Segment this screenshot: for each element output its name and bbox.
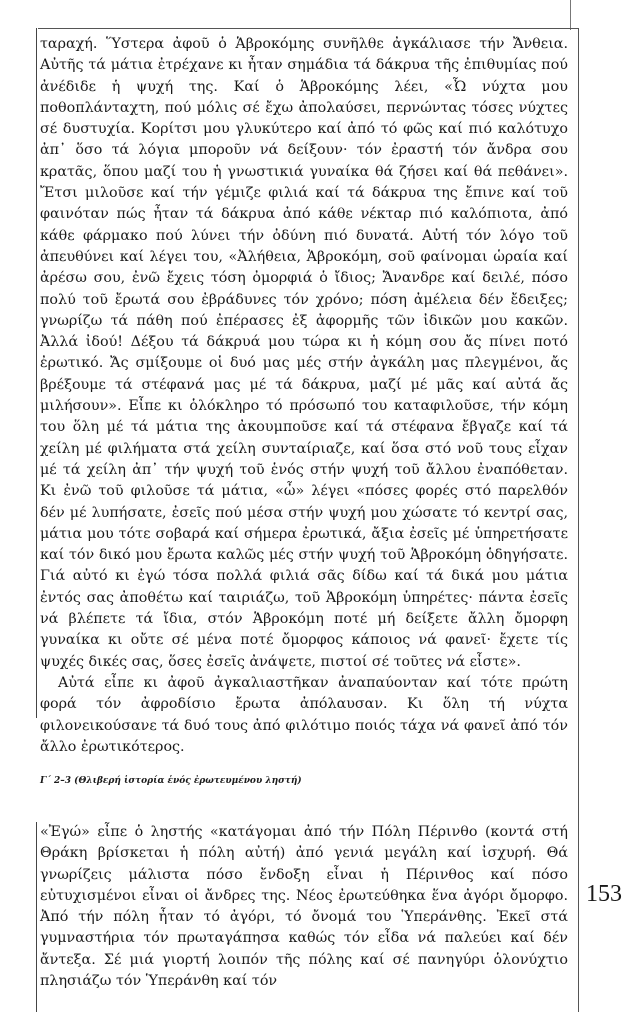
paragraph: «Ἐγώ» εἶπε ὁ ληστής «κατάγομαι ἀπό τήν Πόλη Πέρινθο (κοντά στή Θράκη βρίσκεται ἡ πόλη αὐτή) ἀπό γενιά μεγάλη καί ἰσχυρή. Θά γνωρίζεις μάλιστα πόσο ἔνδοξη εἶναι ἡ Πέρινθος καί πόσο εὐτυχισμένοι εἶναι οἱ ἄνδρες της. Νέος ἐρωτεύθηκα ἕνα ἀγόρι ὄμορφο. Ἀπό τήν πόλη ἦταν τό ἀγόρι, τό ὄνομά του Ὑπεράνθης. Ἐκεῖ στά γυμναστήρια τόν πρωταγάπησα καθώς τόν εἶδα νά παλεύει καί δέν ἄντεξα. Σέ μιά γιορτή λοιπόν τῆς πόλης καί σέ πανηγύρι ὁλονύχτιο πλησιάζω τόν Ὑπεράνθη καί τόν <box>40 824 568 990</box>
main-text-block <box>40 34 568 758</box>
left-margin-rule-lower <box>36 822 37 1012</box>
top-rule <box>38 28 578 29</box>
right-margin-rule <box>578 28 579 1012</box>
left-margin-rule <box>36 28 37 718</box>
paragraph: Αὐτά εἶπε κι ἀφοῦ ἀγκαλιαστῆκαν ἀναπαύονταν καί τότε πρώτη φορά τόν ἀφροδίσιο ἔρωτα ἀπόλαυσαν. Κι ὅλη τή νύχτα φιλονεικούσανε τά δυό τους ἀπό φιλότιμο ποιός τάχα νά φανεῖ ἀπό τόν ἄλλο ἐρωτικότερος. <box>40 674 568 755</box>
top-right-tick-rule <box>570 0 571 30</box>
section-text-block <box>40 822 568 992</box>
section-heading: Γ΄ 2–3 (Θλιβερή ἱστορία ἑνός ἐρωτευμένου ληστή) <box>40 776 302 786</box>
paragraph: ταραχή. Ὕστερα ἀφοῦ ὁ Ἁβροκόμης συνῆλθε ἀγκάλιασε τήν Ἄνθεια. Αὐτῆς τά μάτια ἐτρέχανε κι ἦταν σημάδια τά δάκρυα τῆς ἐπιθυμίας πού ἀνέδιδε ἡ ψυχή της. Καί ὁ Ἁβροκόμης λέει, «Ὦ νύχτα μου ποθοπλάνταχτη, πού μόλις σέ ἔχω ἀπολαύσει, περνώντας τόσες νύχτες σέ δυστυχία. Κορίτσι μου γλυκύτερο καί ἀπό τό φῶς καί πιό καλότυχο ἀπ᾿ ὅσο τά λόγια μποροῦν νά δείξουν· τόν ἐραστή τόν ἄνδρα σου κρατᾶς, ὅπου μαζί του ἡ γνωστικιά γυναίκα θά ζήσει καί θά πεθάνει». Ἔτσι μιλοῦσε καί τήν γέμιζε φιλιά καί τά δάκρυα της ἔπινε καί τοῦ φαινόταν πώς ἦταν τά δάκρυα ἀπό κάθε νέκταρ πιό καλόπιοτα, ἀπό κάθε φάρμακο πού λύνει τήν ὀδύνη πιό δυνατά. Αὐτή τόν λόγο τοῦ ἀπευθύνει καί λέγει του, «Ἀλήθεια, Ἁβροκόμη, σοῦ φαίνομαι ὡραία καί ἀρέσω σου, ἐνῶ ἔχεις τόση ὀμορφιά ὁ ἴδιος; Ἄνανδρε καί δειλέ, πόσο πολύ τοῦ ἔρωτά σου ἐβράδυνες τόν χρόνο; πόση ἀμέλεια δέν ἔδειξες; γνωρίζω τά πάθη πού ἐπέρασες ἐξ ἀφορμῆς τῶν ἰδικῶν μου κακῶν. Ἀλλά ἰδού! Δέξου τά δάκρυά μου τώρα κι ἡ κόμη σου ἄς πίνει ποτό ἐρωτικό. Ἄς σμίξουμε οἱ δυό μας μές στήν ἀγκάλη μας πλεγμένοι, ἄς βρέξουμε τά στέφανά μας μέ τά δάκρυα, μαζί μέ μᾶς καί αὐτά ἄς μιλήσουν». Εἶπε κι ὁλόκληρο τό πρόσωπό του καταφιλοῦσε, τήν κόμη του ὅλη μέ τά μάτια της ἀκουμποῦσε καί τά στέφανα ἔβγαζε καί τά χείλη μέ φιλήματα στά χείλη συνταίριαζε, καί ὅσα στό νοῦ τους εἶχαν μέ τά χείλη ἀπ᾿ τήν ψυχή τοῦ ἑνός στήν ψυχή τοῦ ἄλλου ἐναπόθεταν. Κι ἐνῶ τοῦ φιλοῦσε τά μάτια, «ὦ» λέγει «πόσες φορές στό παρελθόν δέν μέ λυπήσατε, ἐσεῖς πού μέσα στήν ψυχή μου χώσατε τό κεντρί σας, μάτια μου τότε σοβαρά καί σήμερα ἐρωτικά, ἄξια ἐσεῖς μέ ὑπηρετήσατε καί τόν δικό μου ἔρωτα καλῶς μές στήν ψυχή τοῦ Ἁβροκόμη ὁδηγήσατε. Γιά αὐτό κι ἐγώ τόσα πολλά φιλιά σᾶς δίδω καί τά δικά μου μάτια ἐντός σας ἀποθέτω καί ταιριάζω, τοῦ Ἁβροκόμη ὑπηρέτες· πάντα ἐσεῖς νά βλέπετε τά ἴδια, στόν Ἁβροκόμη ποτέ μή δείξετε ἄλλη ὄμορφη γυναίκα κι οὔτε σέ μένα ποτέ ὄμορφος κάποιος νά φανεῖ· ἔχετε τίς ψυχές δικές σας, ὅσες ἐσεῖς ἀνάψετε, πιστοί σέ τοῦτες νά εἶστε». <box>40 36 568 670</box>
page-number: 153 <box>586 881 622 907</box>
